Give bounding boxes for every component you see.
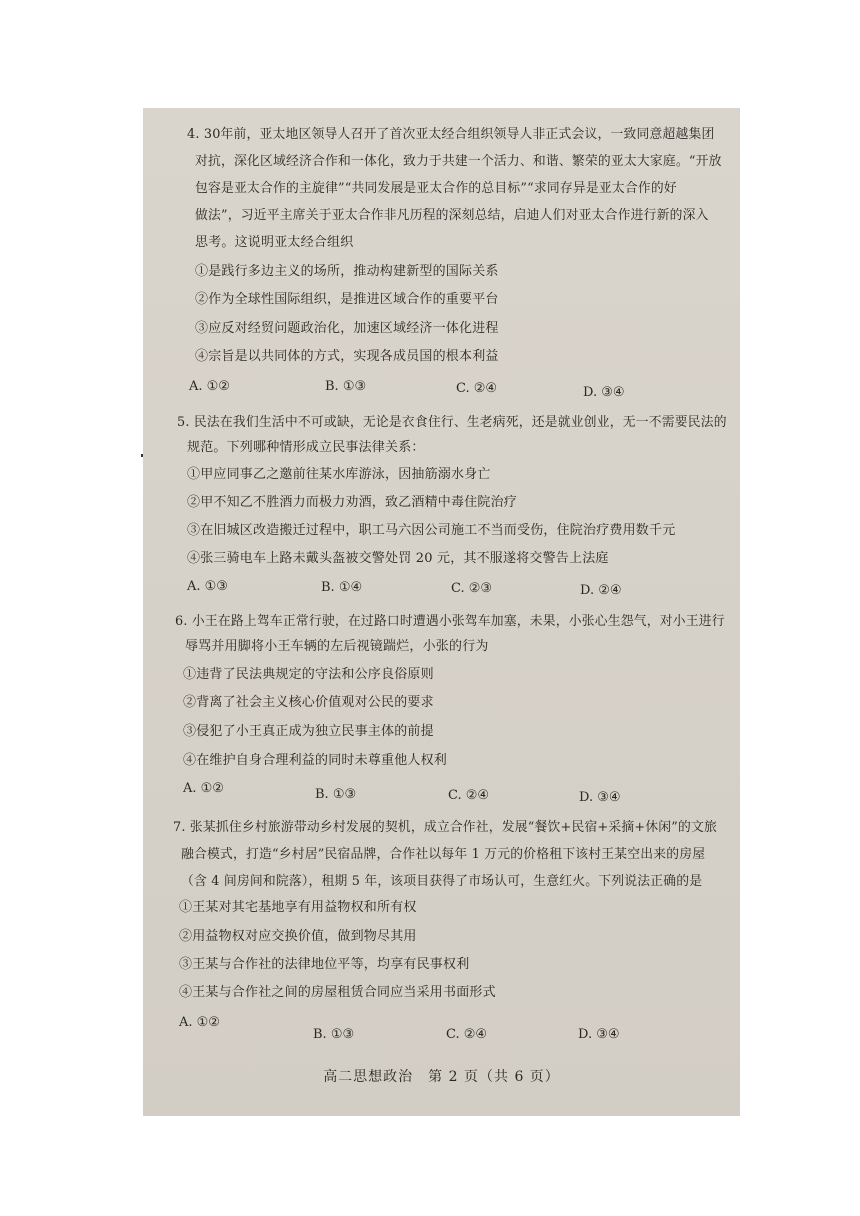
question-5-item: ①甲应同事乙之邀前往某水库游泳，因抽筋溺水身亡 — [187, 467, 491, 482]
question-7-item: ①王某对其宅基地享有用益物权和所有权 — [179, 900, 417, 915]
question-4-item: ①是践行多边主义的场所，推动构建新型的国际关系 — [195, 264, 499, 279]
question-4-stem-line: 4. 30年前，亚太地区领导人召开了首次亚太经合组织领导人非正式会议，一致同意超越集团 — [187, 127, 715, 142]
question-4-option-d: D. ③④ — [583, 385, 625, 400]
question-4-item: ③应反对经贸问题政治化，加速区域经济一体化进程 — [195, 321, 499, 336]
exam-page — [143, 108, 740, 1116]
question-7-stem-line: 融合模式，打造“乡村居”民宿品牌，合作社以每年 1 万元的价格租下该村王某空出来的房屋 — [181, 847, 706, 862]
question-4-stem-line: 思考。这说明亚太经合组织 — [195, 235, 354, 250]
question-5-stem-line: 规范。下列哪种情形成立民事法律关系： — [187, 440, 425, 455]
question-6-item: ②背离了社会主义核心价值观对公民的要求 — [183, 695, 434, 710]
page-footer: 高二思想政治 第 2 页（共 6 页） — [323, 1069, 560, 1085]
question-5-option-b: B. ①④ — [321, 580, 363, 595]
question-4-option-c: C. ②④ — [456, 381, 498, 396]
question-6-item: ③侵犯了小王真正成为独立民事主体的前提 — [183, 724, 434, 739]
question-7-option-c: C. ②④ — [446, 1027, 488, 1042]
question-7-option-d: D. ③④ — [578, 1027, 620, 1042]
question-7-item: ④王某与合作社之间的房屋租赁合同应当采用书面形式 — [179, 985, 496, 1000]
question-5-option-d: D. ②④ — [580, 583, 622, 598]
question-6-option-b: B. ①③ — [315, 787, 357, 802]
question-6-option-a: A. ①② — [183, 781, 224, 796]
question-7-item: ③王某与合作社的法律地位平等，均享有民事权利 — [179, 957, 470, 972]
question-5-option-c: C. ②③ — [451, 581, 493, 596]
question-6-item: ④在维护自身合理利益的同时未尊重他人权利 — [183, 753, 448, 768]
question-4-option-a: A. ①② — [189, 379, 230, 394]
question-6-item: ①违背了民法典规定的守法和公序良俗原则 — [183, 667, 434, 682]
question-4-option-b: B. ①③ — [325, 379, 367, 394]
question-7-option-b: B. ①③ — [313, 1027, 355, 1042]
question-6-option-d: D. ③④ — [579, 790, 621, 805]
question-5-item: ④张三骑电车上路未戴头盔被交警处罚 20 元，其不服遂将交警告上法庭 — [187, 551, 609, 566]
question-5-stem-line: 5. 民法在我们生活中不可或缺，无论是衣食住行、生老病死，还是就业创业，无一不需要民法的 — [177, 415, 727, 430]
question-4-stem-line: 对抗，深化区域经济合作和一体化，致力于共建一个活力、和谐、繁荣的亚太大家庭。“开放 — [195, 154, 722, 169]
question-7-option-a: A. ①② — [179, 1015, 220, 1030]
question-7-stem-line: 7. 张某抓住乡村旅游带动乡村发展的契机，成立合作社，发展“餐饮+民宿+采摘+休闲”的文旅 — [173, 820, 718, 835]
question-7-stem-line: （含 4 间房间和院落），租期 5 年，该项目获得了市场认可，生意红火。下列说法正确的是 — [181, 874, 703, 889]
question-6-stem-line: 辱骂并用脚将小王车辆的左后视镜踹烂，小张的行为 — [185, 639, 489, 654]
question-6-stem-line: 6. 小王在路上驾车正常行驶，在过路口时遭遇小张驾车加塞，未果，小张心生怨气，对小王进行 — [175, 614, 725, 629]
question-4-item: ④宗旨是以共同体的方式，实现各成员国的根本利益 — [195, 349, 499, 364]
question-5-item: ③在旧城区改造搬迁过程中，职工马六因公司施工不当而受伤，住院治疗费用数千元 — [187, 523, 676, 538]
question-5-option-a: A. ①③ — [187, 579, 228, 594]
scan-speck — [141, 454, 143, 457]
question-6-option-c: C. ②④ — [448, 788, 490, 803]
question-7-item: ②用益物权对应交换价值，做到物尽其用 — [179, 929, 417, 944]
question-4-stem-line: 包容是亚太合作的主旋律”“共同发展是亚太合作的总目标”“求同存异是亚太合作的好 — [195, 181, 677, 196]
question-4-stem-line: 做法”，习近平主席关于亚太合作非凡历程的深刻总结，启迪人们对亚太合作进行新的深入 — [195, 208, 709, 223]
question-4-item: ②作为全球性国际组织，是推进区域合作的重要平台 — [195, 292, 499, 307]
question-5-item: ②甲不知乙不胜酒力而极力劝酒，致乙酒精中毒住院治疗 — [187, 495, 518, 510]
